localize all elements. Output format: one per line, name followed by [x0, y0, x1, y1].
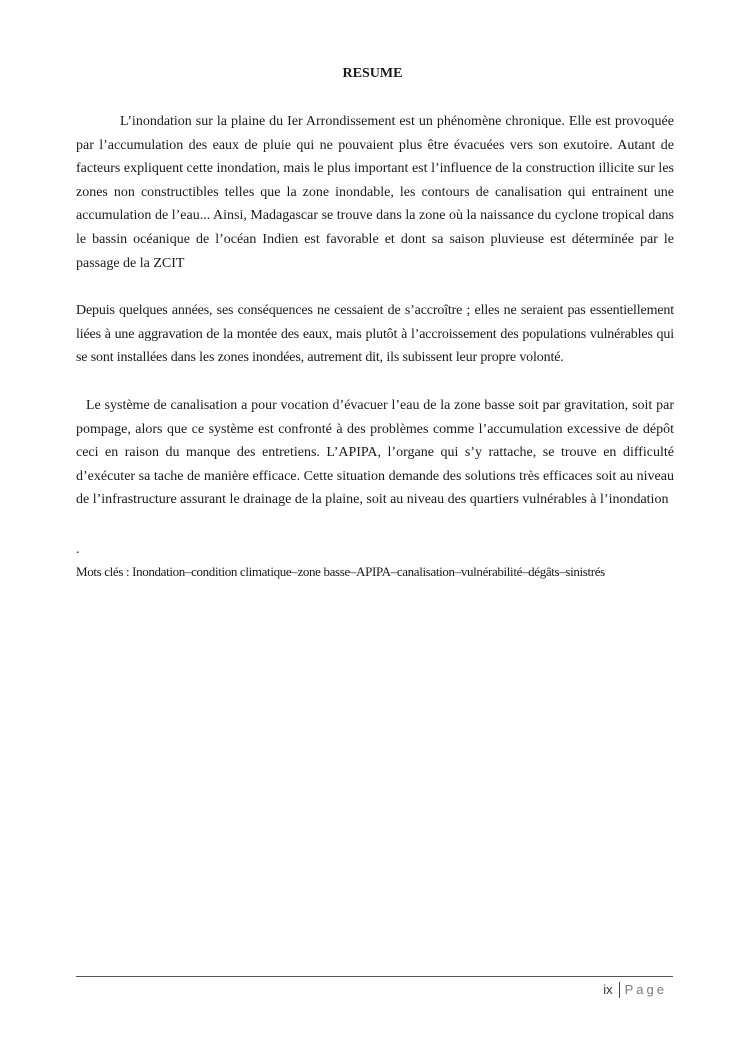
page-footer — [603, 980, 667, 1000]
trailing-dot: . — [76, 542, 80, 557]
abstract-paragraph-3: Le système de canalisation a pour vocation d’évacuer l’eau de la zone basse soit par gravitation, soit par pompage, alors que ce système est confronté à des problèmes comme l’accumulation excessive de dépôt ceci en raison du manque des entretiens. L’APIPA, l’organe qui s’y rattache, se trouve en difficulté d’exécuter sa tache de manière efficace. Cette situation demande des solutions très efficaces soit au niveau de l’infrastructure assurant le drainage de la plaine, soit au niveau des quartiers vulnérables à l’inondation — [76, 398, 674, 508]
keywords-line: Mots clés : Inondation–condition climatique–zone basse–APIPA–canalisation–vulnérabilité–dégâts–sinistrés — [76, 564, 605, 579]
page-number: ix — [603, 982, 613, 997]
abstract-paragraph-2: Depuis quelques années, ses conséquences ne cessaient de s’accroître ; elles ne seraient pas essentiellement liées à une aggravation de la montée des eaux, mais plutôt à l’accroissement des populations vulnérables qui se sont installées dans les zones inondées, autrement dit, ils subissent leur propre volonté. — [76, 303, 674, 366]
page-title: RESUME — [342, 66, 403, 81]
footer-separator — [619, 982, 620, 998]
abstract-paragraph-1: L’inondation sur la plaine du Ier Arrondissement est un phénomène chronique. Elle est provoquée par l’accumulation des eaux de pluie qui ne pouvaient plus être évacuées vers son exutoire. Autant de facteurs expliquent cette inondation, mais le plus important est l’influence de la construction illicite sur les zones non constructibles telles que la zone inondable, les contours de canalisation qui entrainent une accumulation de l’eau... Ainsi, Madagascar se trouve dans la zone où la naissance du cyclone tropical dans le bassin océanique de l’océan Indien est favorable et dont sa saison pluvieuse est déterminée par le passage de la ZCIT — [76, 114, 674, 271]
page-label: Page — [624, 982, 667, 997]
footer-divider — [76, 976, 673, 977]
